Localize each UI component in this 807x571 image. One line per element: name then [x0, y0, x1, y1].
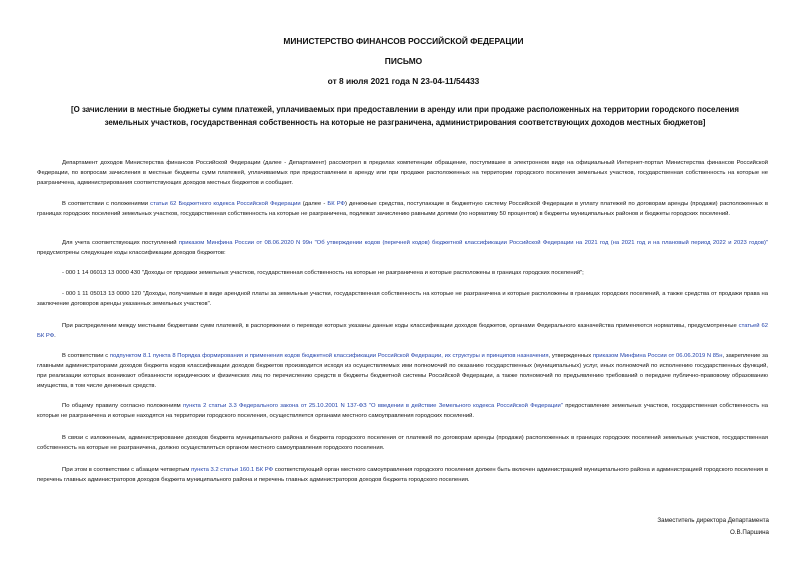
paragraph-8-text: предоставление земельных участков, государственная собственность на которые не разграничена и которые находятся на территории городского поселения, осуществляется органами местного самоуправления городских поселений. — [37, 403, 769, 420]
paragraph-7-text: В соответствии с — [62, 353, 110, 359]
signatory-position: Заместитель директора Департамента — [657, 517, 769, 524]
paragraph-8-text: По общему правилу согласно положениям — [62, 403, 184, 409]
paragraph-2 — [37, 199, 768, 219]
link-article-62-bk[interactable]: статьи 62 Бюджетного кодекса Российской Федерации — [150, 201, 301, 207]
paragraph-7-text: , закрепление за главными администраторами доходов бюджета кодов классификации доходов бюджетов производится исходя из осуществляемых ими полномочий по оказанию государственных (муниципальных) услуг, иных полномочий по исполнению государственных функций, при реализации которых возникают обязанности юридических и физических лиц по перечислению средств в бюджеты бюджетной системы Российской Федерации, а также полномочий по предъявлению требований о передаче публично-правовому образованию имущества, в том числе денежных средств. — [37, 353, 769, 390]
paragraph-2-text: (далее - — [300, 201, 328, 207]
link-subparagraph-8-1[interactable]: подпунктом 8.1 пункта 8 Порядка формирования и применения кодов бюджетной классификации Российской Федерации, их структуры и принципов назначения — [109, 353, 549, 359]
link-article-160-1-bk[interactable]: пункта 3.2 статьи 160.1 БК РФ — [191, 467, 274, 473]
paragraph-3-text: Для учета соответствующих поступлений — [62, 240, 179, 246]
paragraph-6-text: При распределении между местными бюджетами сумм платежей, в распоряжении о переводе которых указаны данные коды классификации доходов бюджетов, органами Федерального казначейства применяются нормативы, предусмотренные — [62, 323, 739, 329]
paragraph-9: В связи с изложенным, администрирование доходов бюджета муниципального района и бюджета городского поселения от платежей по договорам аренды (продажи) расположенных в границах городских поселений земельных участков, государственная собственность на которые не разграничена, должно осуществляться органом местного самоуправления городского поселения. — [37, 435, 768, 452]
link-bk-rf[interactable]: БК РФ — [327, 201, 345, 207]
paragraph-10-text: При этом в соответствии с абзацем четвертым — [62, 467, 192, 473]
link-federal-law-137fz[interactable]: пункта 2 статьи 3.3 Федерального закона от 25.10.2001 N 137-ФЗ "О введении в действие Земельного кодекса Российской Федерации" — [183, 403, 563, 409]
paragraph-6 — [37, 321, 768, 341]
document-type: ПИСЬМО — [384, 56, 423, 66]
document-title: [О зачислении в местные бюджеты сумм платежей, уплачиваемых при предоставлении в аренду или при продаже расположенных на территории городского поселения земельных участков, государственная собственность на которые не разграничена, администрирования соответствующих доходов местных бюджетов] — [71, 105, 739, 127]
document-date-number: от 8 июля 2021 года N 23-04-11/54433 — [327, 76, 480, 86]
paragraph-code-120: - 000 1 11 05013 13 0000 120 "Доходы, получаемые в виде арендной платы за земельные участки, государственная собственность на которые не разграничена и которые расположены в границах городских поселений, а также средства от продажи права на заключение договоров аренды указанных земельных участков". — [37, 291, 768, 308]
paragraph-2-text: В соответствии с положениями — [62, 201, 151, 207]
paragraph-8 — [37, 401, 768, 421]
paragraph-3-text: предусмотрены следующие коды классификации доходов бюджетов: — [37, 250, 226, 257]
paragraph-7 — [37, 351, 768, 391]
link-article-62-bk-2[interactable]: статьей 62 БК РФ — [37, 323, 768, 340]
link-order-85n[interactable]: приказом Минфина России от 06.06.2019 N 85н — [592, 353, 723, 359]
paragraph-6-text: . — [54, 333, 56, 340]
paragraph-1: Департамент доходов Министерства финансов Российской Федерации (далее - Департамент) рассмотрел в пределах компетенции обращение, поступившее в электронном виде на официальный Интернет-портал Министерства финансов Российской Федерации, по вопросам зачисления в местные бюджеты сумм платежей, уплачиваемых при предоставлении в аренду или при продаже расположенных на территории городского поселения земельных участков, государственная собственность на которые не разграничена, администрирования соответствующих доходов местных бюджетов и сообщает. — [37, 160, 768, 187]
signatory-name: О.В.Паршина — [730, 529, 769, 536]
link-order-99n[interactable]: приказом Минфина России от 08.06.2020 N 99н "Об утверждении кодов (перечней кодов) бюджетной классификации Российской Федерации на 2021 год (на 2021 год и на плановый период 2022 и 2023 годов)" — [178, 240, 768, 246]
paragraph-code-430: - 000 1 14 06013 13 0000 430 "Доходы от продажи земельных участков, государственная собственность на которые не разграничена и которые расположены в границах городских поселений"; — [62, 270, 584, 276]
paragraph-3 — [37, 238, 768, 258]
ministry-heading: МИНИСТЕРСТВО ФИНАНСОВ РОССИЙСКОЙ ФЕДЕРАЦИИ — [283, 36, 524, 46]
paragraph-7-text: , утвержденных — [548, 353, 593, 359]
paragraph-10-text: соответствующий орган местного самоуправления городского поселения должен быть включен администрацией муниципального района и администрацией городского поселения в перечень главных администраторов доходов бюджета муниципального района и перечень главных администраторов доходов бюджета городского поселения. — [37, 467, 768, 484]
paragraph-10 — [37, 465, 768, 485]
paragraph-2-text: ) денежные средства, поступающие в бюджетную систему Российской Федерации в уплату платежей по договорам аренды (продажи) расположенных в границах городских поселений земельных участков, государственная собственность на которые не разграничена, подлежат зачислению равными долями (по нормативу 50 процентов) в бюджеты муниципальных районов и бюджеты городских поселений. — [37, 201, 768, 218]
